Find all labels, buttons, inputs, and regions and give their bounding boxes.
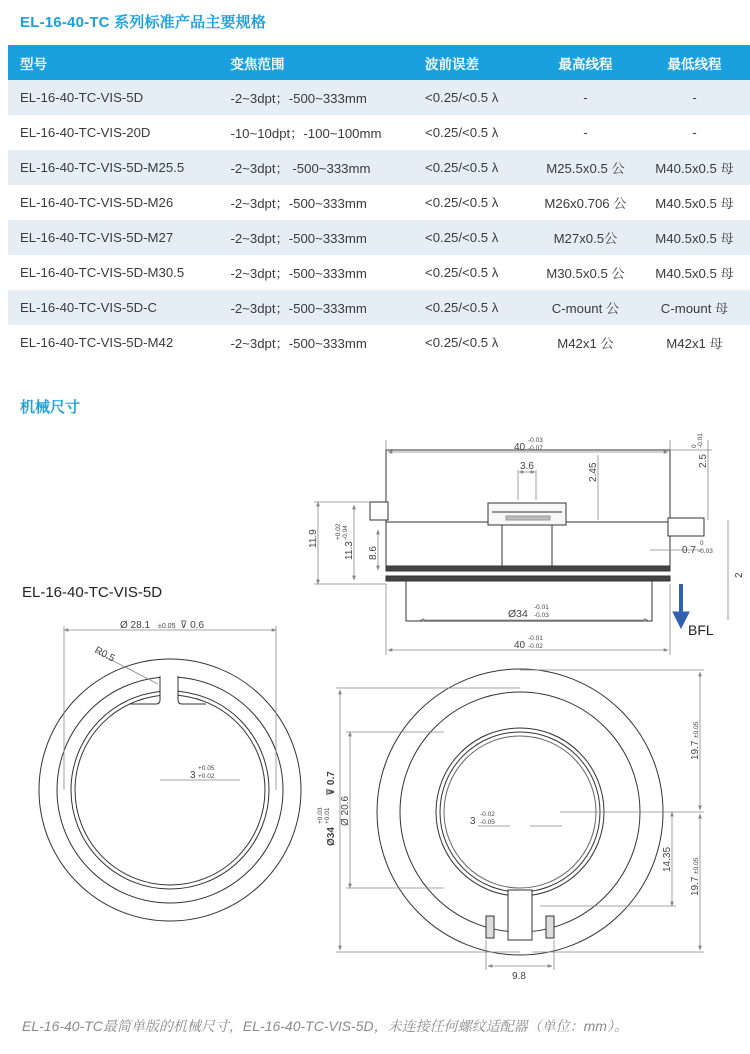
cell-min-thread: - <box>639 115 750 150</box>
side-body-bottom <box>386 522 670 570</box>
side-plate-bottom <box>386 576 670 581</box>
cell-wavefront: <0.25/<0.5 λ <box>425 325 532 360</box>
cell-focus-range: -2~3dpt；-500~333mm <box>230 185 425 220</box>
cell-max-thread: C-mount 公 <box>532 290 639 325</box>
dim-11-3-tol-lo: -0.04 <box>342 525 349 540</box>
cell-wavefront: <0.25/<0.5 λ <box>425 290 532 325</box>
cell-min-thread: M40.5x0.5 母 <box>639 150 750 185</box>
dim-slot-3-tol-up: +0.05 <box>198 765 215 772</box>
side-step-right <box>668 518 704 536</box>
dim-top-width-tol-up: -0.03 <box>528 437 543 444</box>
cell-wavefront: <0.25/<0.5 λ <box>425 150 532 185</box>
cell-wavefront: <0.25/<0.5 λ <box>425 220 532 255</box>
side-lens-element <box>506 516 550 520</box>
dim-2-45: 2.45 <box>588 462 599 482</box>
dim-front-depth: ⊽ 0.7 <box>326 771 337 796</box>
dim-ring-dia: Ø 28.1 <box>120 620 151 631</box>
side-lens-cell <box>488 503 566 525</box>
dim-bottom-width-tol-lo: -0.02 <box>528 643 543 650</box>
dim-3-6: 3.6 <box>520 461 534 472</box>
bfl-label: BFL <box>688 622 714 638</box>
footer-caption: EL-16-40-TC最简单版的机械尺寸，EL-16-40-TC-VIS-5D，未连接任何螺纹适配器（单位：mm）。 <box>22 1018 628 1034</box>
cell-model: EL-16-40-TC-VIS-20D <box>8 115 230 150</box>
cell-max-thread: M25.5x0.5 公 <box>532 150 639 185</box>
dim-r0-5: R0.5 <box>92 644 117 665</box>
col-header-wavefront: 波前误差 <box>425 45 532 80</box>
dim-dia-34-tol-lo: -0.03 <box>534 612 549 619</box>
section-title-mechanical: 机械尺寸 <box>20 399 81 416</box>
dim-front-dia-20-6: Ø 20.6 <box>340 795 351 826</box>
dim-2: 2 <box>734 572 745 578</box>
cell-focus-range: -2~3dpt；-500~333mm <box>230 255 425 290</box>
cell-focus-range: -2~3dpt； -500~333mm <box>230 150 425 185</box>
cell-max-thread: - <box>532 80 639 115</box>
page-title: EL-16-40-TC 系列标准产品主要规格 <box>20 14 267 31</box>
dim-9-8: 9.8 <box>512 971 526 982</box>
front-slot <box>508 890 532 940</box>
dim-0-7-tol-lo: -0.03 <box>698 548 713 555</box>
dim-19-7-top: 19.7 <box>690 740 701 760</box>
ring-view <box>39 659 301 921</box>
dim-2-5-tol-lo: -0.01 <box>697 433 704 448</box>
dim-11-3: 11.3 <box>344 541 355 560</box>
col-header-max-thread: 最高线程 <box>532 45 639 80</box>
dim-top-width-tol-lo: -0.07 <box>528 445 543 452</box>
cell-focus-range: -2~3dpt；-500~333mm <box>230 290 425 325</box>
dim-bottom-width: 40 <box>514 640 526 651</box>
cell-model: EL-16-40-TC-VIS-5D <box>8 80 230 115</box>
ring-mid-circle <box>57 677 283 903</box>
side-step-left <box>370 502 388 520</box>
cell-min-thread: - <box>639 80 750 115</box>
col-header-model: 型号 <box>8 45 230 80</box>
dim-slot-3-tol-lo: +0.02 <box>198 773 215 780</box>
dim-front-dia-34-tol-up: +0.03 <box>317 807 324 824</box>
cell-min-thread: M40.5x0.5 母 <box>639 220 750 255</box>
cell-min-thread: M40.5x0.5 母 <box>639 185 750 220</box>
dim-ring-dia-tol: ±0.05 <box>158 623 176 630</box>
dim-dia-34-tol-up: -0.01 <box>534 604 549 611</box>
dim-19-7-top-tol: ±0.05 <box>693 721 700 738</box>
cell-max-thread: M30.5x0.5 公 <box>532 255 639 290</box>
dim-11-3-tol-up: +0.02 <box>335 523 342 540</box>
dim-top-width: 40 <box>514 442 526 453</box>
ring-inner-circle <box>71 691 269 889</box>
cell-focus-range: -2~3dpt；-500~333mm <box>230 220 425 255</box>
cell-focus-range: -2~3dpt；-500~333mm <box>230 325 425 360</box>
dim-0-7: 0.7 <box>682 545 696 556</box>
cell-min-thread: C-mount 母 <box>639 290 750 325</box>
dim-2-5: 2.5 <box>698 454 709 468</box>
cell-wavefront: <0.25/<0.5 λ <box>425 80 532 115</box>
dim-front-slot-3-tol-lo: -0.05 <box>480 819 495 826</box>
cell-model: EL-16-40-TC-VIS-5D-M42 <box>8 325 230 360</box>
cell-wavefront: <0.25/<0.5 λ <box>425 255 532 290</box>
dim-2-5-tol-up: 0 <box>691 444 698 448</box>
front-tab-right <box>546 916 554 938</box>
dim-0-7-tol-up: 0 <box>700 540 704 547</box>
front-tab-left <box>486 916 494 938</box>
dim-11-9: 11.9 <box>308 529 319 548</box>
dim-ring-depth: ⊽ 0.6 <box>180 620 204 631</box>
dim-front-dia-34: Ø34 <box>326 827 337 846</box>
ring-inner-circle-2 <box>75 695 265 885</box>
cell-model: EL-16-40-TC-VIS-5D-C <box>8 290 230 325</box>
cell-model: EL-16-40-TC-VIS-5D-M30.5 <box>8 255 230 290</box>
dim-19-7-bottom: 19.7 <box>690 876 701 896</box>
dim-14-35: 14.35 <box>662 846 673 872</box>
side-view <box>370 450 704 621</box>
dim-19-7-bottom-tol: ±0.05 <box>693 857 700 874</box>
dim-front-slot-3-tol-up: -0.02 <box>480 811 495 818</box>
cell-max-thread: M42x1 公 <box>532 325 639 360</box>
cell-max-thread: - <box>532 115 639 150</box>
cell-wavefront: <0.25/<0.5 λ <box>425 185 532 220</box>
dim-bottom-width-tol-up: -0.01 <box>528 635 543 642</box>
side-plate-top <box>386 566 670 571</box>
dim-front-dia-34-tol-lo: +0.01 <box>324 807 331 824</box>
side-mount <box>406 581 652 621</box>
bfl-arrow-icon <box>673 584 689 628</box>
dim-front-slot-3: 3 <box>470 816 476 827</box>
cell-min-thread: M40.5x0.5 母 <box>639 255 750 290</box>
dim-8-6: 8.6 <box>368 546 379 560</box>
cell-focus-range: -10~10dpt；-100~100mm <box>230 115 425 150</box>
cell-min-thread: M42x1 母 <box>639 325 750 360</box>
dim-slot-3: 3 <box>190 770 196 781</box>
cell-max-thread: M27x0.5公 <box>532 220 639 255</box>
cell-focus-range: -2~3dpt；-500~333mm <box>230 80 425 115</box>
dim-dia-34: Ø34 <box>508 608 528 620</box>
cell-wavefront: <0.25/<0.5 λ <box>425 115 532 150</box>
cell-max-thread: M26x0.706 公 <box>532 185 639 220</box>
col-header-min-thread: 最低线程 <box>639 45 750 80</box>
drawing-model-label: EL-16-40-TC-VIS-5D <box>22 584 163 601</box>
cell-model: EL-16-40-TC-VIS-5D-M25.5 <box>8 150 230 185</box>
cell-model: EL-16-40-TC-VIS-5D-M27 <box>8 220 230 255</box>
cell-model: EL-16-40-TC-VIS-5D-M26 <box>8 185 230 220</box>
col-header-focus-range: 变焦范围 <box>230 45 425 80</box>
